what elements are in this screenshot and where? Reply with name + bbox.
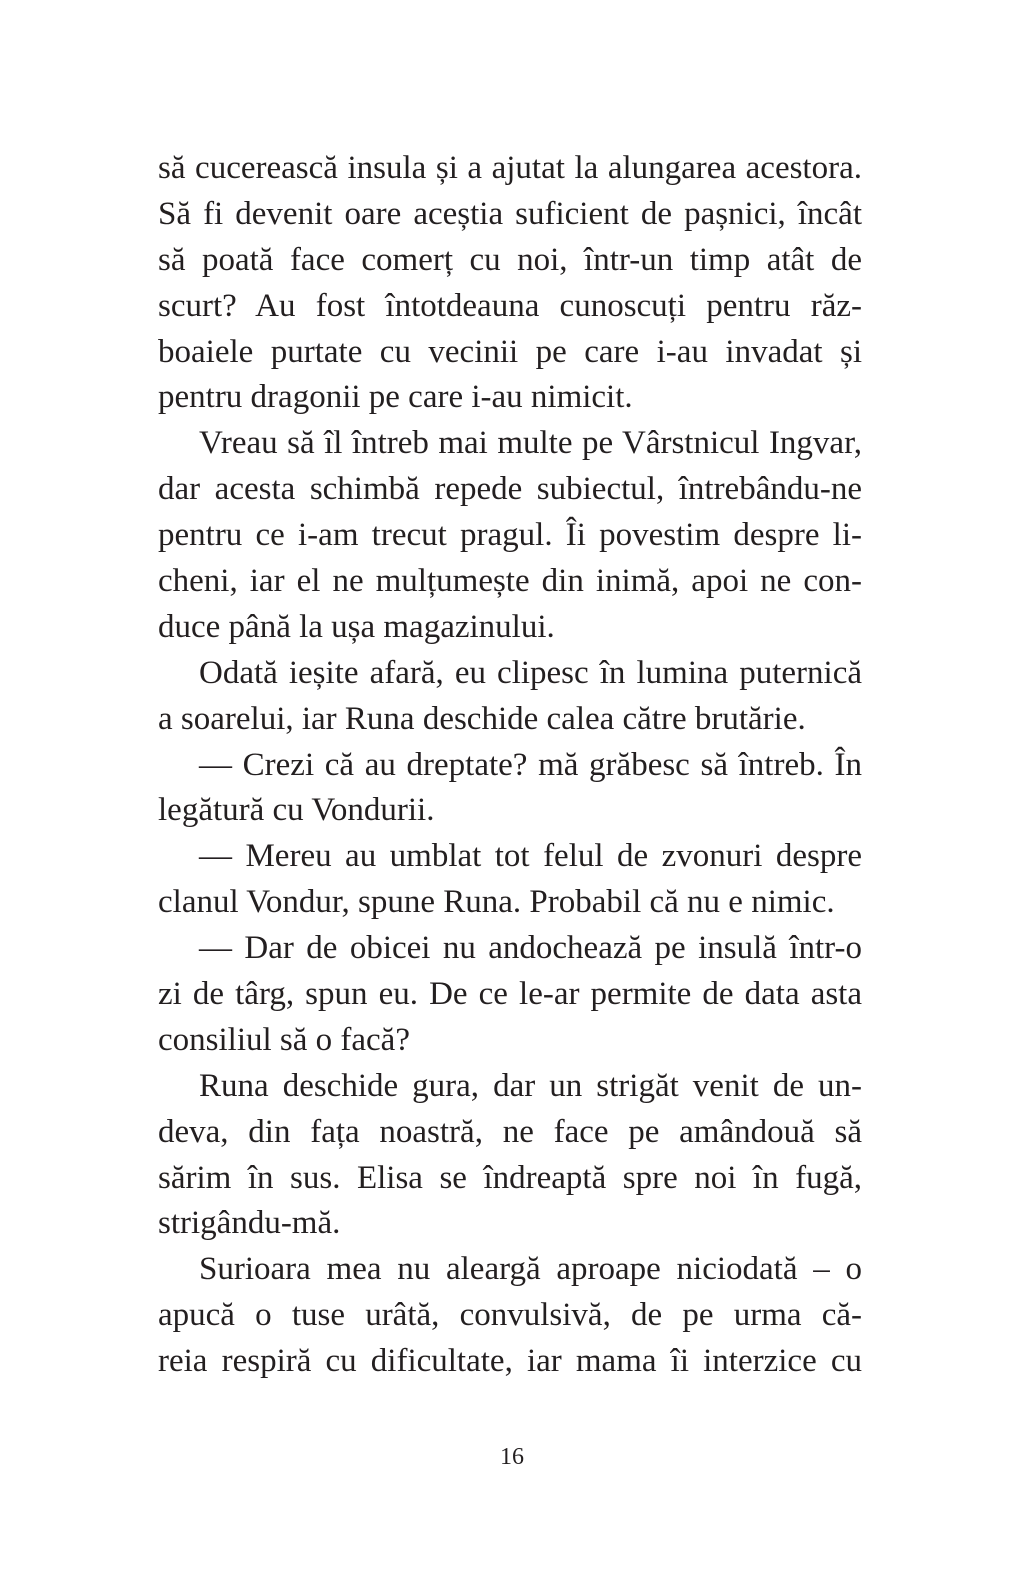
text-line: — Dar de obicei nu andochează pe insulă într-o — [199, 930, 862, 967]
text-line: duce până la ușa magazinului. — [158, 608, 555, 645]
text-line: să poată face comerț cu noi, într-un timp atât de — [158, 241, 862, 278]
text-line: Surioara mea nu aleargă aproape niciodată – o — [199, 1251, 862, 1288]
text-line: legătură cu Vondurii. — [158, 792, 435, 829]
text-line: scurt? Au fost întotdeauna cunoscuți pentru răz- — [158, 287, 862, 324]
text-line: sărim în sus. Elisa se îndreaptă spre noi în fugă, — [158, 1159, 862, 1196]
text-line: Să fi devenit oare aceștia suficient de pașnici, încât — [158, 195, 862, 232]
text-line: să cucerească insula și a ajutat la alungarea acestora. — [158, 150, 862, 186]
text-line: boaiele purtate cu vecinii pe care i-au invadat și — [158, 333, 862, 370]
text-line: clanul Vondur, spune Runa. Probabil că nu e nimic. — [158, 884, 835, 921]
text-line: Vreau să îl întreb mai multe pe Vârstnicul Ingvar, — [199, 425, 862, 462]
text-line: apucă o tuse urâtă, convulsivă, de pe urma că- — [158, 1297, 862, 1334]
text-line: Runa deschide gura, dar un strigăt venit de un- — [199, 1067, 862, 1104]
text-line: pentru dragonii pe care i-au nimicit. — [158, 379, 633, 416]
text-line: zi de târg, spun eu. De ce le-ar permite de data asta — [158, 976, 862, 1013]
text-line: a soarelui, iar Runa deschide calea către brutărie. — [158, 700, 806, 737]
text-line: deva, din fața noastră, ne face pe amândouă să — [158, 1113, 862, 1150]
text-line: — Crezi că au dreptate? mă grăbesc să întreb. În — [199, 746, 862, 783]
text-line: pentru ce i-am trecut pragul. Îi povestim despre li- — [158, 517, 862, 554]
text-line: dar acesta schimbă repede subiectul, întrebându-ne — [158, 471, 862, 508]
body-text — [158, 146, 862, 1385]
text-line: cheni, iar el ne mulțumește din inimă, apoi ne con- — [158, 563, 862, 600]
text-line: strigându-mă. — [158, 1205, 341, 1242]
text-line: Odată ieșite afară, eu clipesc în lumina puternică — [199, 654, 862, 691]
text-line: reia respiră cu dificultate, iar mama îi interzice cu — [158, 1343, 862, 1380]
page-number: 16 — [500, 1444, 524, 1470]
text-line: consiliul să o facă? — [158, 1021, 410, 1058]
text-line: — Mereu au umblat tot felul de zvonuri despre — [199, 838, 862, 875]
